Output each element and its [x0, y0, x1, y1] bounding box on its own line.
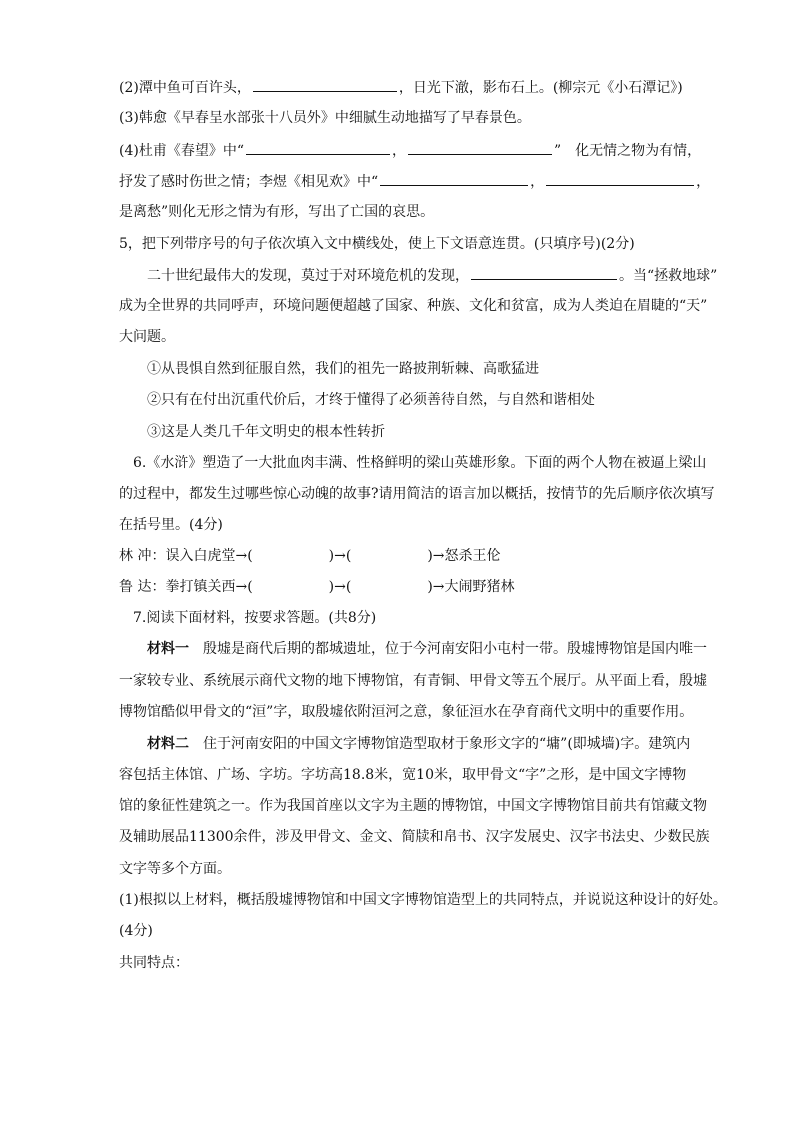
q5-paragraph-2: 成为全世界的共同呼声，环境问题便超越了国家、种族、文化和贫富，成为人类迫在眉睫的“天” [119, 298, 708, 314]
material-2-label: 材料二 [147, 736, 189, 752]
q4-l5-post: ， [696, 174, 711, 190]
character-name: 鲁 达： [119, 579, 166, 595]
q7-material-2-line-3: 馆的象征性建筑之一。作为我国首座以文字为主题的博物馆，中国文字博物馆目前共有馆藏文物 [119, 798, 707, 814]
material-1-text: 殷墟是商代后期的都城遗址，位于今河南安阳小屯村一带。殷墟博物馆是国内唯一 [203, 641, 707, 657]
q4-l4-pre: (4)杜甫《春望》中“ [119, 143, 244, 159]
paren-close: ) [427, 548, 433, 564]
q7-subquestion-1: (1)根拟以上材料，概括殷墟博物馆和中国文字博物馆造型上的共同特点，并说说这种设计的好处。 [119, 892, 727, 908]
q4-line-2 [119, 77, 683, 97]
story-end: →大闹野猪林 [432, 579, 515, 595]
q7-material-2-line-5: 文字等多个方面。 [119, 861, 231, 877]
arrow-icon: → [334, 579, 346, 595]
q7-common-features-label: 共同特点： [119, 955, 189, 971]
q5-option-1: ①从畏惧自然到征服自然，我们的祖先一路披荆斩棘、高歌猛进 [147, 361, 539, 377]
q4-l4-sep: ， [392, 143, 406, 159]
q5-option-2: ②只有在付出沉重代价后，才终于懂得了必须善待自然，与自然和谐相处 [147, 392, 595, 408]
q4-line-4 [119, 140, 701, 160]
material-1-label: 材料一 [147, 641, 189, 657]
q6-line-3: 在括号里。(4分) [119, 517, 223, 533]
story-start: 误入白虎堂→ [165, 548, 248, 564]
paren-close: ) [427, 579, 433, 595]
answer-blank[interactable] [546, 171, 694, 186]
answer-blank[interactable] [246, 140, 390, 155]
q5-paragraph-3: 大问题。 [119, 329, 175, 345]
answer-blank[interactable] [380, 171, 528, 186]
q5-p1-post: 。当“拯救地球” [619, 268, 718, 284]
q4-l2-pre: (2)潭中鱼可百许头， [119, 80, 251, 96]
paren-close: ) [328, 548, 335, 564]
paren-open: ( [345, 579, 352, 595]
q5-option-3: ③这是人类几千年文明史的根本性转折 [147, 424, 385, 440]
q4-line-6: 是离愁”则化无形之情为有形，写出了亡国的哀思。 [119, 204, 435, 220]
q7-material-1-line-1 [147, 639, 707, 659]
q5-p1-pre: 二十世纪最伟大的发现，莫过于对环境危机的发现， [147, 268, 469, 284]
answer-blank[interactable] [253, 77, 397, 92]
q4-l2-post: ，日光下澈，影布石上。(柳宗元《小石潭记》) [398, 80, 683, 96]
q6-line-1: 6.《水浒》塑造了一大批血肉丰满、性格鲜明的梁山英雄形象。下面的两个人物在被逼上梁山 [133, 455, 707, 471]
q7-material-2-line-1 [147, 734, 690, 754]
q4-l5-pre: 抒发了感时伤世之情；李煜《相见欢》中“ [119, 174, 379, 190]
paren-close: ) [328, 579, 335, 595]
q7-subquestion-1-score: (4分) [119, 923, 153, 939]
paren-open: ( [247, 548, 253, 564]
q7-material-1-line-3: 博物馆酷似甲骨文的“洹”字，取殷墟依附洹河之意，象征洹水在孕育商代文明中的重要作用。 [119, 704, 694, 720]
q7-material-1-line-2: 一家较专业、系统展示商代文物的地下博物馆，有青铜、甲骨文等五个展厅。从平面上看，殷墟 [119, 673, 707, 689]
q5-title: 5，把下列带序号的句子依次填入文中横线处，使上下文语意连贯。(只填序号)(2分) [119, 236, 635, 252]
q7-title: 7.阅读下面材料，按要求答题。(共8分) [133, 610, 377, 626]
material-2-text: 住于河南安阳的中国文字博物馆造型取材于象形文字的“墉”(即城墙)字。建筑内 [203, 736, 691, 752]
q7-material-2-line-4: 及辅助展品11300余件，涉及甲骨文、金文、简牍和帛书、汉字发展史、汉字书法史、少数民族 [119, 829, 710, 845]
q6-row-lin-chong [119, 546, 501, 566]
paren-open: ( [345, 548, 352, 564]
q4-line-5 [119, 171, 710, 191]
q6-row-lu-da [119, 577, 515, 597]
story-start: 拳打镇关西→ [165, 579, 248, 595]
q6-line-2: 的过程中，都发生过哪些惊心动魄的故事?请用简洁的语言加以概括，按情节的先后顺序依次填写 [119, 486, 715, 502]
answer-blank[interactable] [471, 265, 617, 280]
answer-blank[interactable] [408, 140, 552, 155]
q4-line-3: (3)韩愈《早春呈水部张十八员外》中细腻生动地描写了早春景色。 [119, 110, 531, 126]
paren-open: ( [247, 579, 253, 595]
q4-l4-post: ” 化无情之物为有情， [554, 143, 702, 159]
q4-l5-sep: ， [530, 174, 545, 190]
q5-paragraph-1 [147, 265, 717, 285]
character-name: 林 冲： [119, 548, 166, 564]
q7-material-2-line-2: 容包括主体馆、广场、字坊。字坊高18.8米，宽10米，取甲骨文“字”之形，是中国文字博物 [119, 767, 687, 783]
story-end: →怒杀王伦 [432, 548, 501, 564]
arrow-icon: → [334, 548, 346, 564]
